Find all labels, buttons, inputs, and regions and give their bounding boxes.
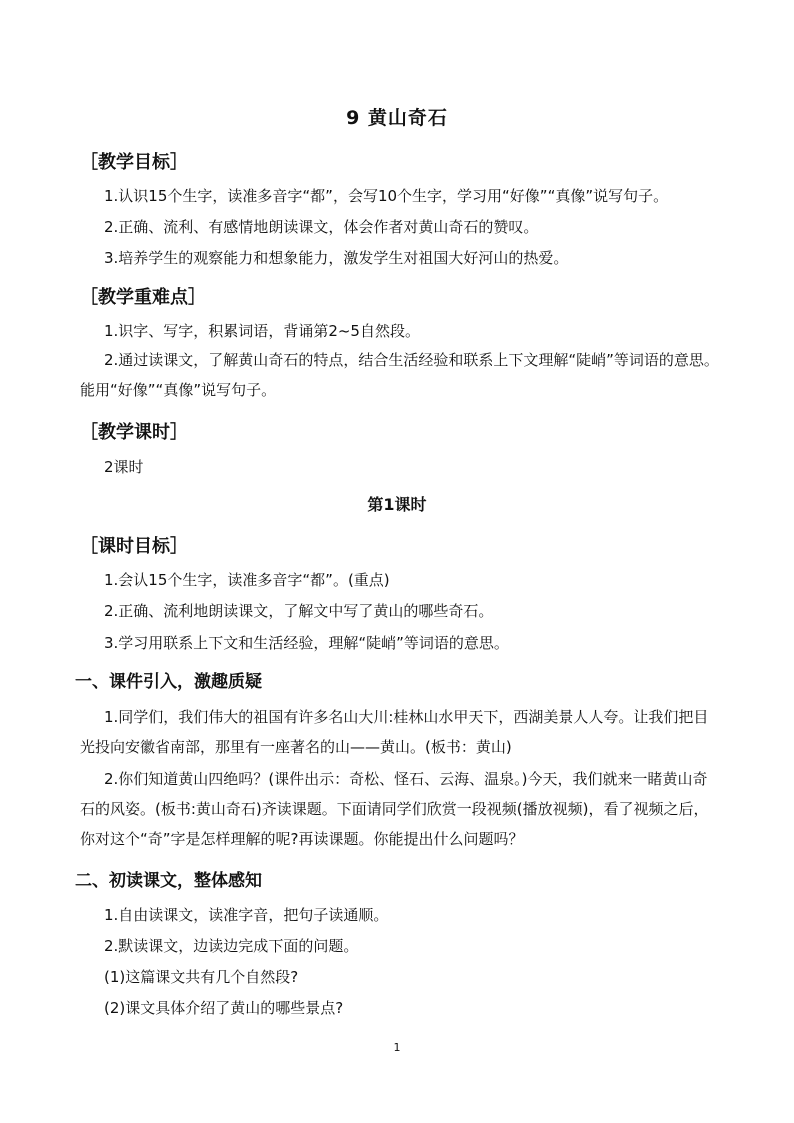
hours-value: 2课时 <box>104 458 144 476</box>
goal-item-2: 2.正确、流利、有感情地朗读课文，体会作者对黄山奇石的赞叹。 <box>104 218 539 236</box>
lesson-heading: 第1课时 <box>367 495 427 514</box>
difficulty-item-2: 2.通过读课文，了解黄山奇石的特点，结合生活经验和联系上下文理解“陡峭”等词语的意思。能用“好像”“真像”说写句子。 <box>80 351 719 399</box>
section-2-item-2: 2.默读课文，边读边完成下面的问题。 <box>104 937 359 955</box>
section-2-item-1: 1.自由读课文，读准字音，把句子读通顺。 <box>104 906 389 924</box>
goal-item-3: 3.培养学生的观察能力和想象能力，激发学生对祖国大好河山的热爱。 <box>104 249 569 267</box>
section-2-heading: 二、初读课文，整体感知 <box>75 871 262 891</box>
section-2-item-4: (2)课文具体介绍了黄山的哪些景点? <box>104 999 344 1017</box>
lesson-goal-item-3: 3.学习用联系上下文和生活经验，理解“陡峭”等词语的意思。 <box>104 634 509 652</box>
goals-heading: ［教学目标］ <box>80 152 188 173</box>
section-1-paragraph-2: 2.你们知道黄山四绝吗？(课件出示：奇松、怪石、云海、温泉。)今天，我们就来一睹黄山奇石的风姿。(板书:黄山奇石)齐读课题。下面请同学们欣赏一段视频(播放视频)，看了视频之后，你对这个“奇”字是怎样理解的呢?再读课题。你能提出什么问题吗？ <box>80 770 709 848</box>
difficulty-item-1: 1.识字、写字，积累词语，背诵第2~5自然段。 <box>104 322 420 340</box>
hours-heading: ［教学课时］ <box>80 422 188 443</box>
section-1-heading: 一、课件引入，激趣质疑 <box>75 672 262 692</box>
goal-item-1: 1.认识15个生字，读准多音字“都”，会写10个生字，学习用“好像”“真像”说写句子。 <box>104 187 669 205</box>
page-title: 9 黄山奇石 <box>346 107 448 129</box>
section-1-paragraph-1: 1.同学们，我们伟大的祖国有许多名山大川:桂林山水甲天下，西湖美景人人夸。让我们把目光投向安徽省南部，那里有一座著名的山——黄山。(板书：黄山) <box>80 708 709 756</box>
page-number: 1 <box>393 1041 401 1054</box>
lesson-goal-item-2: 2.正确、流利地朗读课文，了解文中写了黄山的哪些奇石。 <box>104 602 494 620</box>
section-2-item-3: (1)这篇课文共有几个自然段? <box>104 968 299 986</box>
lesson-goal-item-1: 1.会认15个生字，读准多音字“都”。(重点) <box>104 571 390 589</box>
difficulties-heading: ［教学重难点］ <box>80 287 206 308</box>
lesson-goals-heading: ［课时目标］ <box>80 536 188 557</box>
